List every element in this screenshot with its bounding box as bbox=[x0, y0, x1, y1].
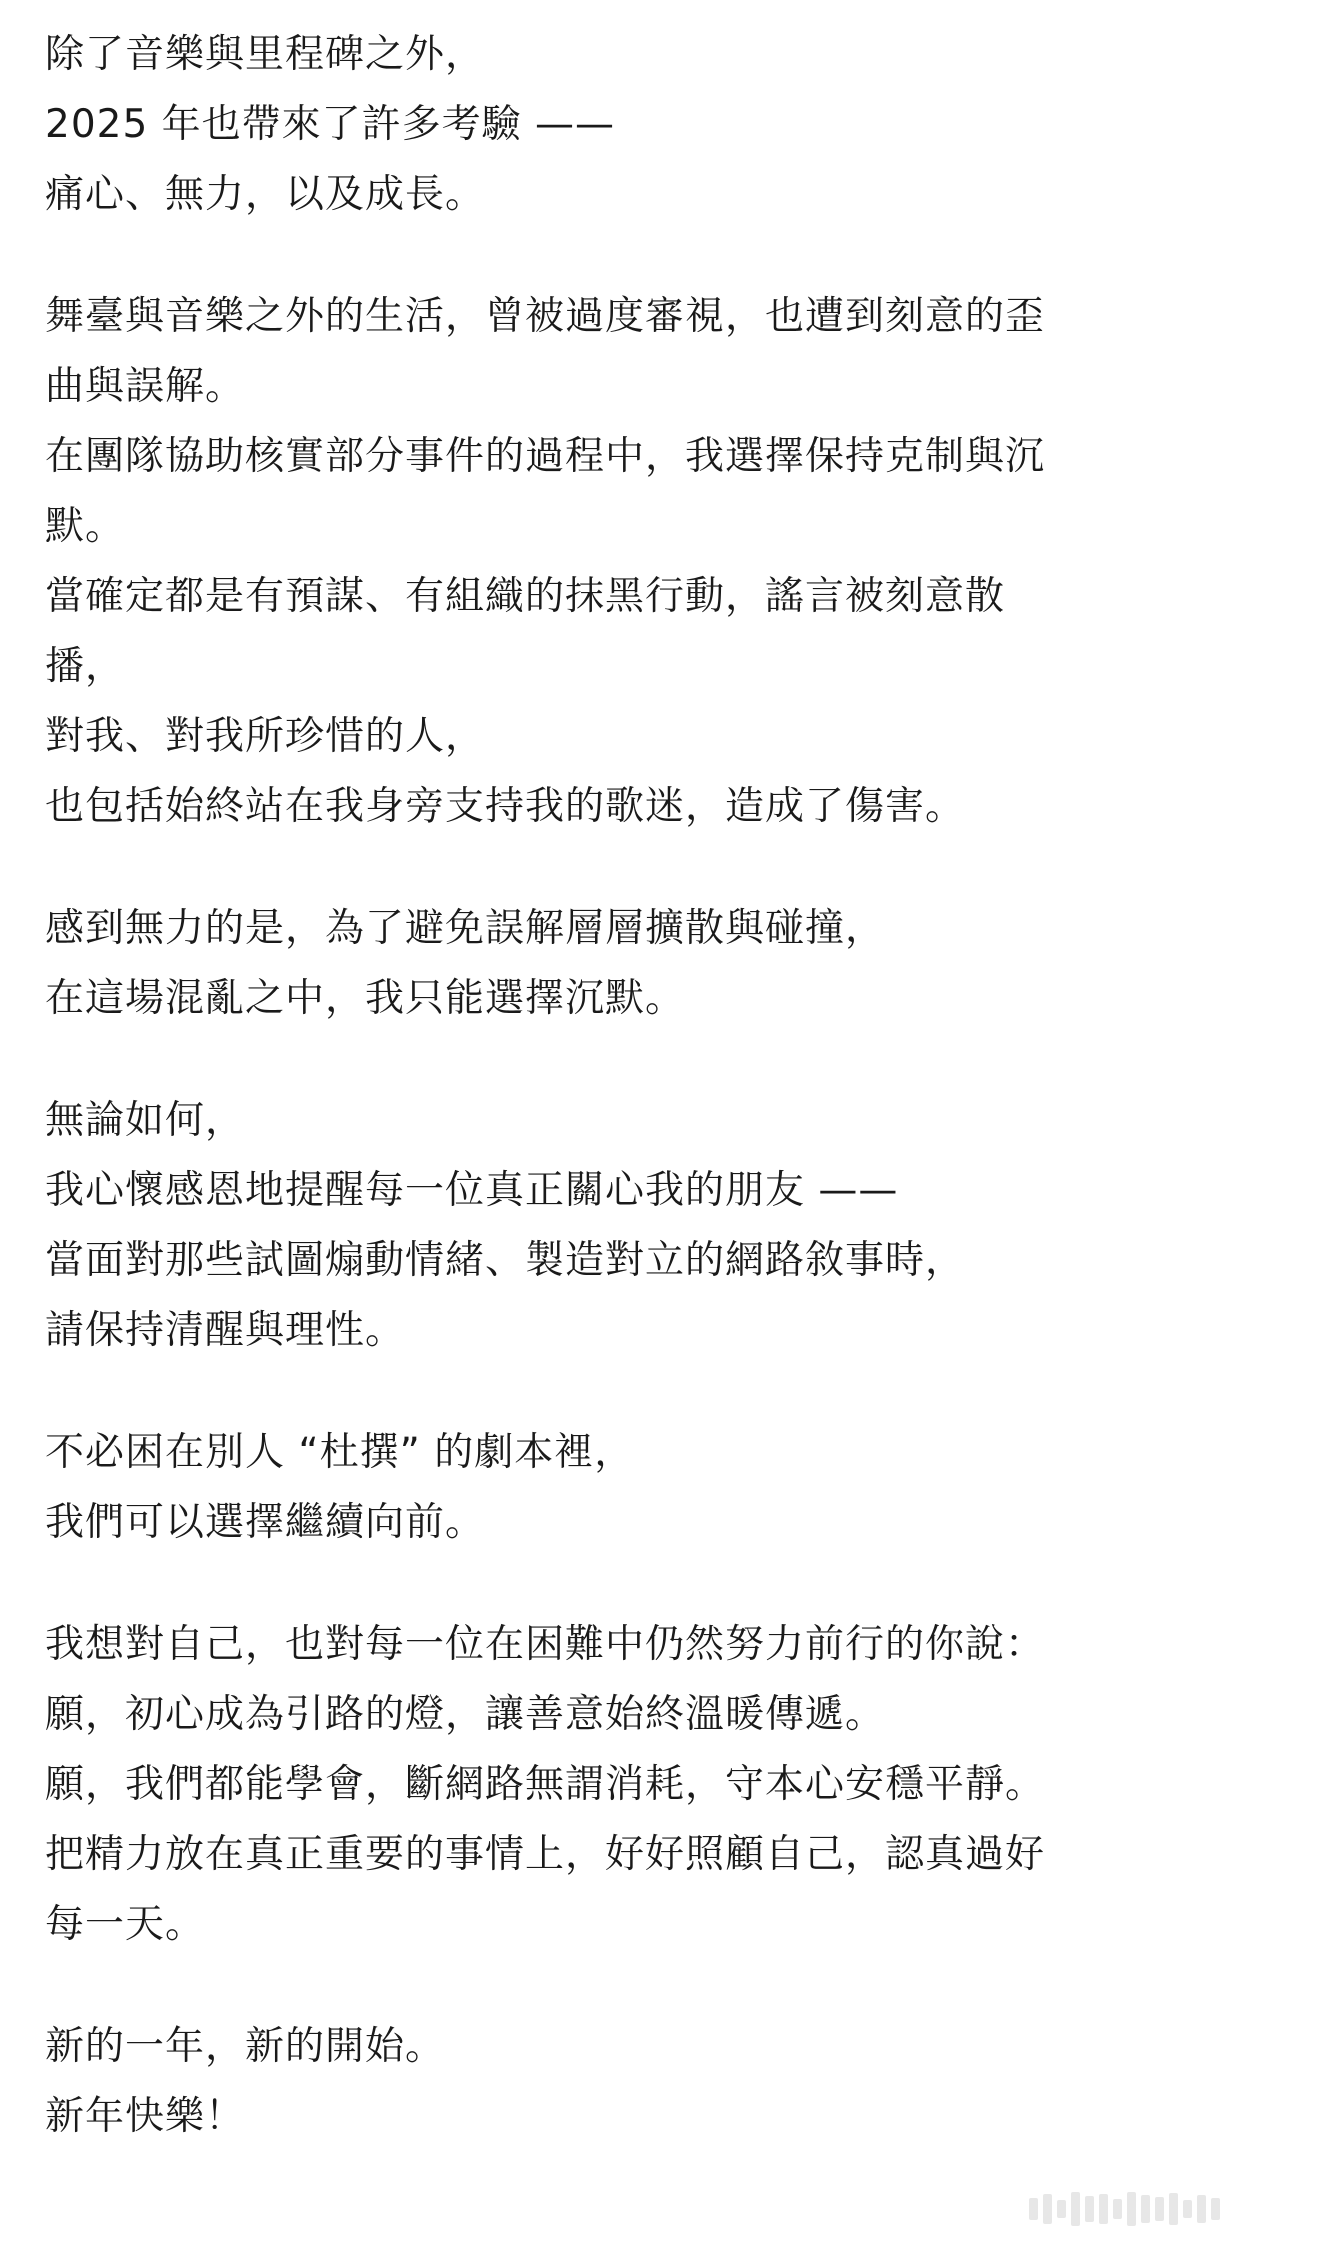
text-line: 痛心、無力，以及成長。 bbox=[45, 172, 486, 217]
text-line: 播， bbox=[45, 644, 126, 689]
paragraph-gap bbox=[45, 1558, 1295, 1610]
text-line: 我想對自己，也對每一位在困難中仍然努力前行的你說： bbox=[45, 1622, 1046, 1667]
text-line: 我們可以選擇繼續向前。 bbox=[45, 1500, 486, 1545]
watermark-bar bbox=[1183, 2200, 1192, 2218]
text-line: 默。 bbox=[45, 504, 126, 549]
watermark-bar bbox=[1127, 2192, 1136, 2226]
paragraph bbox=[45, 1610, 1295, 1960]
watermark-bar bbox=[1197, 2195, 1206, 2223]
watermark-bar bbox=[1085, 2196, 1094, 2222]
text-line: 無論如何， bbox=[45, 1098, 246, 1143]
text-line: 對我、對我所珍惜的人， bbox=[45, 714, 486, 759]
paragraph-gap bbox=[45, 1034, 1295, 1086]
paragraph bbox=[45, 282, 1295, 842]
paragraph bbox=[45, 1418, 1295, 1558]
paragraph-gap bbox=[45, 1366, 1295, 1418]
text-line: 不必困在別人 “杜撰” 的劇本裡， bbox=[45, 1430, 635, 1475]
text-line: 也包括始終站在我身旁支持我的歌迷，造成了傷害。 bbox=[45, 784, 966, 829]
watermark-bar bbox=[1029, 2198, 1038, 2220]
paragraph bbox=[45, 1086, 1295, 1366]
text-line: 2025 年也帶來了許多考驗 —— bbox=[45, 102, 616, 147]
text-line: 舞臺與音樂之外的生活，曾被過度審視，也遭到刻意的歪 bbox=[45, 294, 1046, 339]
watermark-bar bbox=[1141, 2195, 1150, 2223]
text-line: 曲與誤解。 bbox=[45, 364, 246, 409]
text-line: 除了音樂與里程碑之外， bbox=[45, 32, 486, 77]
watermark-bar bbox=[1071, 2192, 1080, 2226]
watermark-bar bbox=[1211, 2198, 1220, 2220]
paragraph-gap bbox=[45, 230, 1295, 282]
text-line: 在這場混亂之中，我只能選擇沉默。 bbox=[45, 976, 686, 1021]
watermark-bar bbox=[1099, 2194, 1108, 2224]
text-line: 新的一年，新的開始。 bbox=[45, 2024, 446, 2069]
watermark-bar bbox=[1057, 2200, 1066, 2218]
paragraph bbox=[45, 2012, 1295, 2152]
text-line: 當確定都是有預謀、有組織的抹黑行動，謠言被刻意散 bbox=[45, 574, 1006, 619]
paragraph-gap bbox=[45, 1960, 1295, 2012]
paragraph bbox=[45, 894, 1295, 1034]
text-line: 我心懷感恩地提醒每一位真正關心我的朋友 —— bbox=[45, 1168, 899, 1213]
watermark-bar bbox=[1155, 2197, 1164, 2221]
text-line: 願，我們都能學會，斷網路無謂消耗，守本心安穩平靜。 bbox=[45, 1762, 1046, 1807]
watermark-bar bbox=[1169, 2193, 1178, 2225]
text-line: 在團隊協助核實部分事件的過程中，我選擇保持克制與沉 bbox=[45, 434, 1046, 479]
text-line: 願，初心成為引路的燈，讓善意始終溫暖傳遞。 bbox=[45, 1692, 886, 1737]
watermark-bar bbox=[1043, 2194, 1052, 2224]
watermark bbox=[1029, 2191, 1220, 2227]
text-line: 感到無力的是，為了避免誤解層層擴散與碰撞， bbox=[45, 906, 886, 951]
paragraph-gap bbox=[45, 842, 1295, 894]
text-line: 把精力放在真正重要的事情上，好好照顧自己，認真過好 bbox=[45, 1832, 1046, 1877]
text-line: 請保持清醒與理性。 bbox=[45, 1308, 406, 1353]
paragraph bbox=[45, 20, 1295, 230]
post-body bbox=[45, 20, 1295, 2152]
text-line: 每一天。 bbox=[45, 1902, 206, 1947]
text-line: 當面對那些試圖煽動情緒、製造對立的網路敘事時， bbox=[45, 1238, 966, 1283]
watermark-bar bbox=[1113, 2199, 1122, 2219]
text-line: 新年快樂！ bbox=[45, 2094, 246, 2139]
